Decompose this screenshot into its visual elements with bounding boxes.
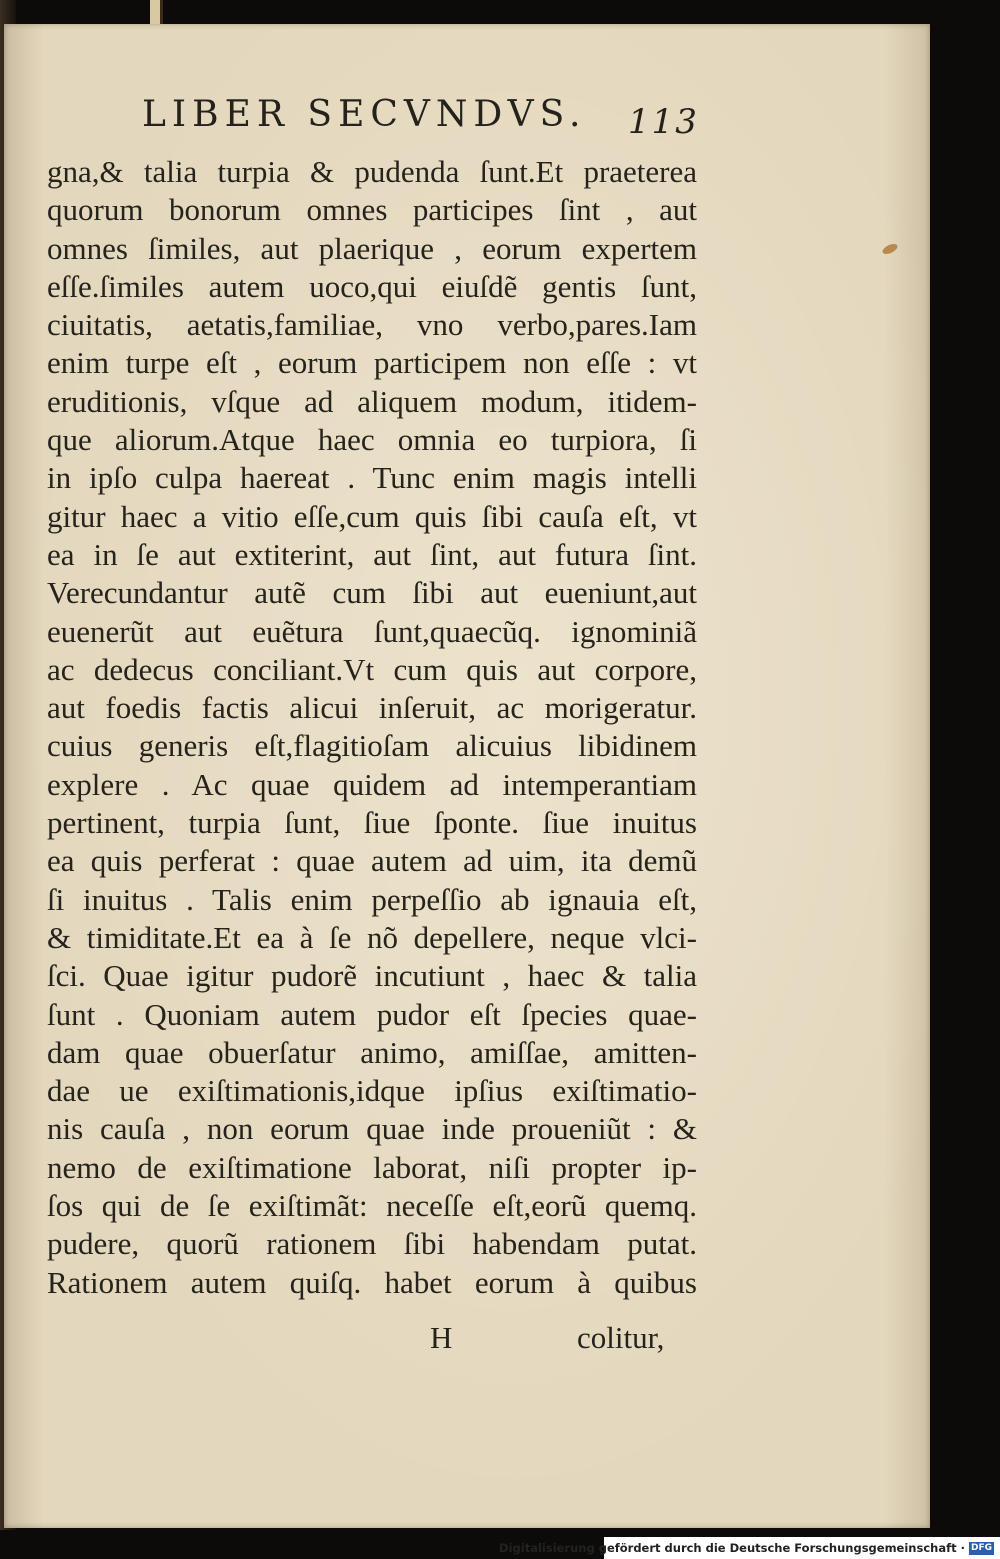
text-line: & timiditate.Et ea à ſe nõ depellere, neque vlci- bbox=[47, 919, 697, 955]
text-line: omnes ſimiles, aut plaerique , eorum expertem bbox=[47, 230, 697, 266]
text-line: gna,& talia turpia & pudenda ſunt.Et praeterea bbox=[47, 154, 697, 189]
text-line: eſſe.ſimiles autem uoco,qui eiuſdẽ gentis ſunt, bbox=[47, 268, 697, 304]
catchword: colitur, bbox=[577, 1320, 665, 1355]
dfg-logo: DFG bbox=[970, 1542, 992, 1553]
text-line: Rationem autem quiſq. habet eorum à quibus bbox=[47, 1264, 697, 1300]
text-line: pertinent, turpia ſunt, ſiue ſponte. ſiue inuitus bbox=[47, 805, 697, 841]
ink-stain bbox=[881, 242, 899, 256]
text-line: pudere, quorũ rationem ſibi habendam putat. bbox=[47, 1226, 697, 1262]
text-line: dae ue exiſtimationis,idque ipſius exiſtimatio- bbox=[47, 1073, 697, 1109]
body-text bbox=[47, 153, 697, 1302]
footer-text: Digitalisierung gefördert durch die Deutsche Forschungsgemeinschaft · bbox=[499, 1541, 965, 1555]
running-head: LIBER SECVNDVS. bbox=[142, 94, 587, 135]
text-line: ſunt . Quoniam autem pudor eſt ſpecies quae- bbox=[47, 996, 697, 1032]
text-line: aut foedis factis alicui inſeruit, ac morigeratur. bbox=[47, 690, 697, 726]
text-line: gitur haec a vitio eſſe,cum quis ſibi cauſa eſt, vt bbox=[47, 498, 697, 534]
text-line: Verecundantur autẽ cum ſibi aut eueniunt,aut bbox=[47, 575, 697, 611]
text-line: eruditionis, vſque ad aliquem modum, itidem- bbox=[47, 383, 697, 419]
text-line: quorum bonorum omnes participes ſint , aut bbox=[47, 192, 697, 228]
text-line: ac dedecus conciliant.Vt cum quis aut corpore, bbox=[47, 651, 697, 687]
text-line: nemo de exiſtimatione laborat, niſi propter ip- bbox=[47, 1149, 697, 1185]
text-line: nis cauſa , non eorum quae inde proueniũt : & bbox=[47, 1111, 697, 1147]
text-line: ciuitatis, aetatis,familiae, vno verbo,pares.Iam bbox=[47, 307, 697, 343]
funding-footer bbox=[499, 1537, 1000, 1559]
text-line: ea quis perferat : quae autem ad uim, ita demũ bbox=[47, 843, 697, 879]
page-number: 113 bbox=[628, 102, 699, 142]
text-line: que aliorum.Atque haec omnia eo turpiora, ſi bbox=[47, 422, 697, 458]
text-line: cuius generis eſt,flagitioſam alicuius libidinem bbox=[47, 728, 697, 764]
text-line: ea in ſe aut extiterint, aut ſint, aut futura ſint. bbox=[47, 536, 697, 572]
text-line: euenerũt aut euẽtura ſunt,quaecũq. ignominiã bbox=[47, 613, 697, 649]
text-line: ſci. Quae igitur pudorẽ incutiunt , haec & talia bbox=[47, 958, 697, 994]
signature-mark: H bbox=[430, 1320, 453, 1355]
text-line: ſos qui de ſe exiſtimãt: neceſſe eſt,eorũ quemq. bbox=[47, 1188, 697, 1224]
text-line: in ipſo culpa haereat . Tunc enim magis intelli bbox=[47, 460, 697, 496]
text-line: enim turpe eſt , eorum participem non eſſe : vt bbox=[47, 345, 697, 381]
text-line: ſi inuitus . Talis enim perpeſſio ab ignauia eſt, bbox=[47, 881, 697, 917]
text-line: explere . Ac quae quidem ad intemperantiam bbox=[47, 766, 697, 802]
text-line: dam quae obuerſatur animo, amiſſae, amitten- bbox=[47, 1034, 697, 1070]
